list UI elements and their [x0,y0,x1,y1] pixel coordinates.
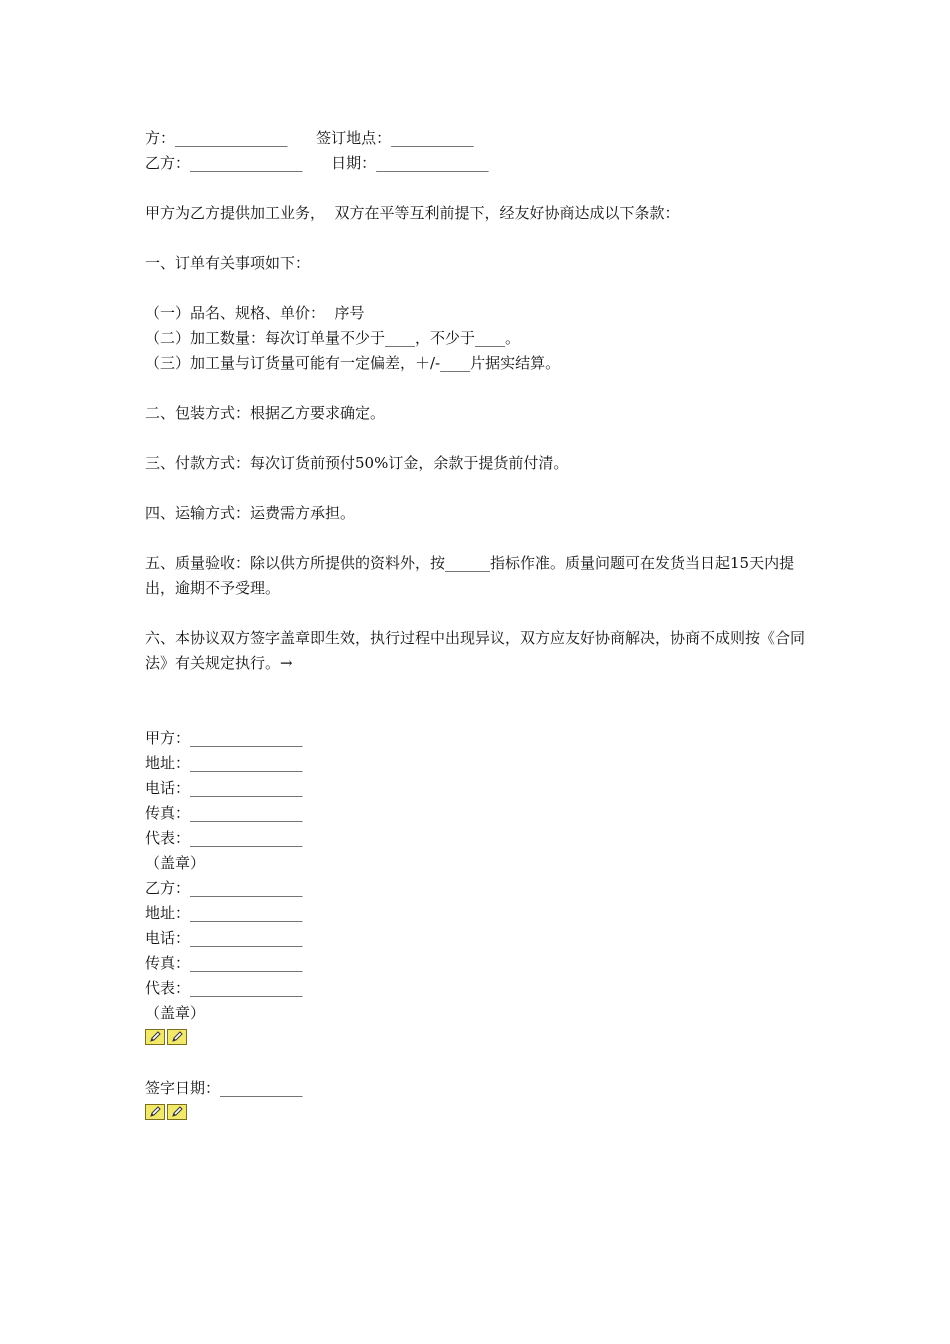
clause-3: 三、付款方式：每次订货前预付50%订金，余款于提货前付清。 [145,454,569,472]
clause-4: 四、运输方式：运费需方承担。 [145,504,356,522]
embedded-icons-row [145,1102,815,1122]
pen-icon[interactable] [167,1029,187,1045]
party-b-address-field: 地址：_______________ [145,904,303,922]
party-b-block [145,876,815,1026]
clause-1-item: （一）品名、规格、单价： 序号 [145,304,365,322]
party-a-address-field: 地址：_______________ [145,754,303,772]
header-line-party-sign-place: 方：_______________ 签订地点：___________ [145,129,474,147]
party-a-fax-field: 传真：_______________ [145,804,303,822]
party-b-seal: （盖章） [145,1004,206,1022]
clause-1-item: （三）加工量与订货量可能有一定偏差，＋/-____片据实结算。 [145,354,561,372]
clause-2: 二、包装方式：根据乙方要求确定。 [145,404,386,422]
intro-text: 甲方为乙方提供加工业务， 双方在平等互利前提下，经友好协商达成以下条款： [145,204,680,222]
header-line-party-date: 乙方：_______________ 日期：_______________ [145,154,489,172]
party-b-fax-field: 传真：_______________ [145,954,303,972]
party-a-seal: （盖章） [145,854,206,872]
party-b-representative-field: 代表：_______________ [145,979,303,997]
sign-date-field: 签字日期：___________ [145,1079,303,1097]
party-b-name-field: 乙方：_______________ [145,879,303,897]
clause-5: 五、质量验收：除以供方所提供的资料外，按______指标作准。质量问题可在发货当日起15天内提出，逾期不予受理。 [145,554,795,597]
clause-1-item: （二）加工数量：每次订单量不少于____，不少于____。 [145,329,521,347]
party-b-phone-field: 电话：_______________ [145,929,303,947]
party-a-block [145,726,815,876]
contract-document [145,126,815,1126]
party-a-representative-field: 代表：_______________ [145,829,303,847]
party-a-phone-field: 电话：_______________ [145,779,303,797]
pen-icon[interactable] [167,1104,187,1120]
pen-icon[interactable] [145,1029,165,1045]
pen-icon[interactable] [145,1104,165,1120]
embedded-icons-row [145,1027,815,1047]
clause-1-title: 一、订单有关事项如下： [145,254,311,272]
clause-6: 六、本协议双方签字盖章即生效，执行过程中出现异议，双方应友好协商解决，协商不成则按《合同法》有关规定执行。→ [145,629,806,672]
party-a-name-field: 甲方：_______________ [145,729,303,747]
